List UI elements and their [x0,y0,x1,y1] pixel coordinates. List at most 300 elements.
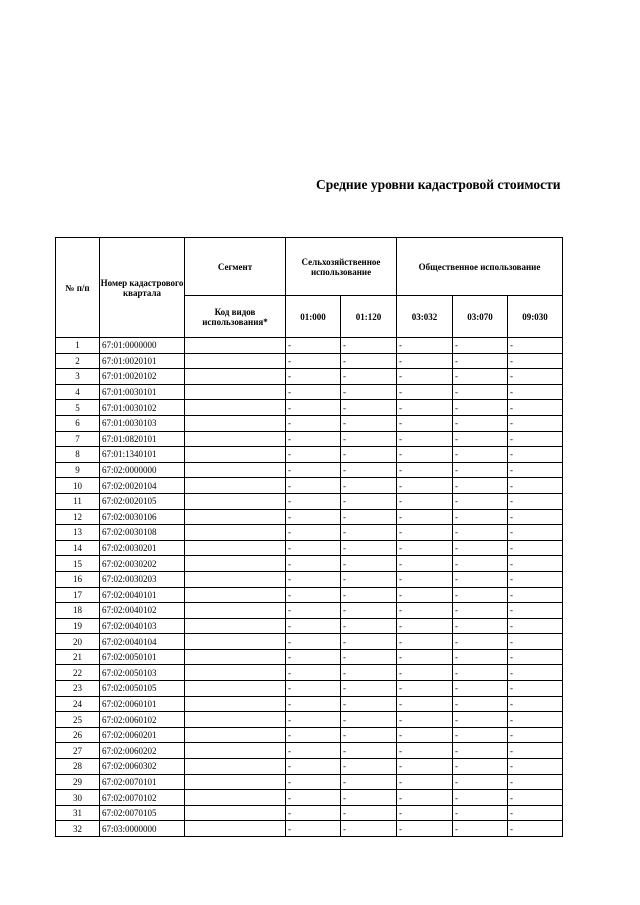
table-row [56,649,563,665]
value-cell: - [397,509,453,525]
value-cell: - [397,587,453,603]
row-number: 26 [56,727,100,743]
row-number: 13 [56,525,100,541]
quarter-number: 67:02:0070101 [100,774,185,790]
value-cell: - [341,805,397,821]
quarter-number: 67:01:0030103 [100,415,185,431]
value-cell: - [397,649,453,665]
value-cell: - [397,493,453,509]
value-cell: - [341,774,397,790]
row-number: 6 [56,415,100,431]
value-cell: - [286,525,341,541]
quarter-number: 67:02:0040103 [100,618,185,634]
value-cell: - [341,369,397,385]
value-cell: - [286,540,341,556]
quarter-number: 67:02:0050103 [100,665,185,681]
value-cell: - [397,353,453,369]
row-number: 14 [56,540,100,556]
quarter-number: 67:02:0060202 [100,743,185,759]
value-cell: - [341,681,397,697]
value-cell: - [453,353,508,369]
value-cell: - [508,338,563,354]
table-row [56,462,563,478]
page-title: Средние уровни кадастровой стоимости [316,177,561,192]
row-number: 16 [56,571,100,587]
quarter-number: 67:02:0030106 [100,509,185,525]
value-cell: - [508,384,563,400]
value-cell: - [508,493,563,509]
value-cell: - [453,540,508,556]
header-segment: Сегмент [185,238,286,296]
header-quarter: Номер кадастрового квартала [100,238,185,338]
value-cell: - [341,478,397,494]
value-cell: - [397,400,453,416]
segment-cell [185,805,286,821]
value-cell: - [341,525,397,541]
row-number: 17 [56,587,100,603]
value-cell: - [453,587,508,603]
value-cell: - [453,774,508,790]
value-cell: - [397,369,453,385]
value-cell: - [341,462,397,478]
row-number: 10 [56,478,100,494]
value-cell: - [286,353,341,369]
table-row [56,727,563,743]
value-cell: - [397,727,453,743]
value-cell: - [397,821,453,837]
value-cell: - [341,649,397,665]
quarter-number: 67:02:0030202 [100,556,185,572]
value-cell: - [453,447,508,463]
segment-cell [185,353,286,369]
quarter-number: 67:02:0050105 [100,681,185,697]
value-cell: - [508,743,563,759]
value-cell: - [508,790,563,806]
value-cell: - [508,400,563,416]
value-cell: - [341,618,397,634]
value-cell: - [508,634,563,650]
segment-cell [185,790,286,806]
table-row [56,665,563,681]
segment-cell [185,587,286,603]
segment-cell [185,478,286,494]
segment-cell [185,634,286,650]
value-cell: - [286,790,341,806]
value-cell: - [397,525,453,541]
table-row [56,790,563,806]
value-cell: - [453,415,508,431]
row-number: 8 [56,447,100,463]
quarter-number: 67:02:0020105 [100,493,185,509]
row-number: 32 [56,821,100,837]
segment-cell [185,338,286,354]
header-code: 01:000 [286,296,341,338]
row-number: 28 [56,759,100,775]
table-row [56,415,563,431]
value-cell: - [341,556,397,572]
value-cell: - [453,805,508,821]
value-cell: - [453,493,508,509]
value-cell: - [397,603,453,619]
value-cell: - [397,618,453,634]
value-cell: - [286,369,341,385]
segment-cell [185,821,286,837]
value-cell: - [397,774,453,790]
value-cell: - [286,384,341,400]
value-cell: - [397,447,453,463]
value-cell: - [397,759,453,775]
table-row [56,759,563,775]
row-number: 4 [56,384,100,400]
row-number: 9 [56,462,100,478]
value-cell: - [286,478,341,494]
value-cell: - [453,400,508,416]
quarter-number: 67:02:0040104 [100,634,185,650]
segment-cell [185,556,286,572]
quarter-number: 67:01:0000000 [100,338,185,354]
value-cell: - [508,571,563,587]
table-row [56,525,563,541]
table-row [56,338,563,354]
value-cell: - [341,431,397,447]
table-row [56,571,563,587]
value-cell: - [286,774,341,790]
row-number: 31 [56,805,100,821]
header-code: 03:032 [397,296,453,338]
segment-cell [185,369,286,385]
value-cell: - [286,556,341,572]
quarter-number: 67:02:0060302 [100,759,185,775]
table-row [56,743,563,759]
row-number: 21 [56,649,100,665]
value-cell: - [341,493,397,509]
value-cell: - [341,353,397,369]
value-cell: - [397,556,453,572]
table-row [56,556,563,572]
header-usecode: Код видов использования* [185,296,286,338]
row-number: 24 [56,696,100,712]
value-cell: - [508,649,563,665]
value-cell: - [286,727,341,743]
table-row [56,712,563,728]
value-cell: - [508,509,563,525]
header-code: 09:030 [508,296,563,338]
row-number: 20 [56,634,100,650]
value-cell: - [397,478,453,494]
quarter-number: 67:01:0820101 [100,431,185,447]
value-cell: - [508,540,563,556]
value-cell: - [453,634,508,650]
value-cell: - [508,805,563,821]
segment-cell [185,603,286,619]
segment-cell [185,462,286,478]
value-cell: - [286,431,341,447]
quarter-number: 67:02:0040101 [100,587,185,603]
value-cell: - [397,462,453,478]
value-cell: - [341,712,397,728]
value-cell: - [286,571,341,587]
header-code: 01:120 [341,296,397,338]
value-cell: - [508,431,563,447]
value-cell: - [453,727,508,743]
row-number: 19 [56,618,100,634]
value-cell: - [286,447,341,463]
quarter-number: 67:02:0050101 [100,649,185,665]
value-cell: - [397,431,453,447]
value-cell: - [286,462,341,478]
segment-cell [185,415,286,431]
value-cell: - [453,384,508,400]
value-cell: - [286,712,341,728]
segment-cell [185,447,286,463]
segment-cell [185,774,286,790]
segment-cell [185,665,286,681]
quarter-number: 67:02:0030108 [100,525,185,541]
value-cell: - [397,338,453,354]
value-cell: - [508,478,563,494]
value-cell: - [341,743,397,759]
value-cell: - [508,369,563,385]
row-number: 7 [56,431,100,447]
value-cell: - [453,478,508,494]
quarter-number: 67:02:0070102 [100,790,185,806]
header-code: 03:070 [453,296,508,338]
value-cell: - [453,571,508,587]
segment-cell [185,712,286,728]
value-cell: - [397,665,453,681]
table-row [56,447,563,463]
value-cell: - [508,525,563,541]
value-cell: - [397,790,453,806]
row-number: 1 [56,338,100,354]
value-cell: - [453,369,508,385]
header-group-agri: Сельхозяйственное использование [286,238,397,296]
value-cell: - [286,493,341,509]
row-number: 5 [56,400,100,416]
row-number: 15 [56,556,100,572]
segment-cell [185,400,286,416]
segment-cell [185,431,286,447]
value-cell: - [508,462,563,478]
quarter-number: 67:02:0040102 [100,603,185,619]
cadastral-value-table [55,237,563,837]
quarter-number: 67:02:0060102 [100,712,185,728]
quarter-number: 67:02:0000000 [100,462,185,478]
value-cell: - [508,774,563,790]
segment-cell [185,759,286,775]
value-cell: - [453,759,508,775]
value-cell: - [453,821,508,837]
value-cell: - [508,587,563,603]
value-cell: - [341,509,397,525]
value-cell: - [397,540,453,556]
quarter-number: 67:02:0020104 [100,478,185,494]
quarter-number: 67:03:0000000 [100,821,185,837]
table-row [56,603,563,619]
value-cell: - [286,681,341,697]
table-row [56,618,563,634]
value-cell: - [508,447,563,463]
value-cell: - [341,384,397,400]
value-cell: - [341,821,397,837]
value-cell: - [508,696,563,712]
segment-cell [185,649,286,665]
value-cell: - [286,634,341,650]
value-cell: - [453,790,508,806]
row-number: 12 [56,509,100,525]
value-cell: - [286,821,341,837]
value-cell: - [453,618,508,634]
row-number: 18 [56,603,100,619]
value-cell: - [397,805,453,821]
value-cell: - [453,338,508,354]
value-cell: - [286,665,341,681]
row-number: 23 [56,681,100,697]
value-cell: - [453,431,508,447]
value-cell: - [397,712,453,728]
table-row [56,681,563,697]
value-cell: - [453,712,508,728]
table-row [56,696,563,712]
quarter-number: 67:02:0060101 [100,696,185,712]
value-cell: - [286,509,341,525]
value-cell: - [397,634,453,650]
value-cell: - [397,743,453,759]
table-row [56,587,563,603]
value-cell: - [397,571,453,587]
value-cell: - [508,665,563,681]
segment-cell [185,540,286,556]
value-cell: - [286,805,341,821]
row-number: 11 [56,493,100,509]
value-cell: - [286,759,341,775]
value-cell: - [453,743,508,759]
quarter-number: 67:02:0030203 [100,571,185,587]
value-cell: - [341,415,397,431]
value-cell: - [286,587,341,603]
value-cell: - [397,415,453,431]
value-cell: - [286,400,341,416]
value-cell: - [453,603,508,619]
quarter-number: 67:01:1340101 [100,447,185,463]
value-cell: - [508,353,563,369]
value-cell: - [341,665,397,681]
value-cell: - [453,556,508,572]
value-cell: - [286,618,341,634]
value-cell: - [508,821,563,837]
table-row [56,384,563,400]
value-cell: - [341,634,397,650]
value-cell: - [341,571,397,587]
segment-cell [185,571,286,587]
value-cell: - [453,462,508,478]
segment-cell [185,618,286,634]
value-cell: - [286,338,341,354]
table-row [56,353,563,369]
value-cell: - [453,649,508,665]
value-cell: - [286,415,341,431]
quarter-number: 67:02:0070105 [100,805,185,821]
value-cell: - [453,525,508,541]
segment-cell [185,727,286,743]
table-row [56,540,563,556]
segment-cell [185,696,286,712]
table-row [56,431,563,447]
value-cell: - [453,509,508,525]
table-row [56,478,563,494]
quarter-number: 67:02:0030201 [100,540,185,556]
value-cell: - [508,712,563,728]
value-cell: - [397,681,453,697]
table-row [56,821,563,837]
row-number: 25 [56,712,100,728]
row-number: 27 [56,743,100,759]
row-number: 30 [56,790,100,806]
value-cell: - [508,727,563,743]
table-row [56,805,563,821]
segment-cell [185,681,286,697]
segment-cell [185,493,286,509]
value-cell: - [286,649,341,665]
header-group-public: Общественное использование [397,238,563,296]
segment-cell [185,743,286,759]
value-cell: - [341,447,397,463]
value-cell: - [341,540,397,556]
value-cell: - [453,696,508,712]
value-cell: - [341,603,397,619]
value-cell: - [508,603,563,619]
row-number: 2 [56,353,100,369]
table-row [56,400,563,416]
row-number: 22 [56,665,100,681]
table-row [56,774,563,790]
value-cell: - [341,696,397,712]
value-cell: - [341,400,397,416]
value-cell: - [508,618,563,634]
table-row [56,493,563,509]
table-row [56,509,563,525]
quarter-number: 67:01:0030102 [100,400,185,416]
value-cell: - [341,587,397,603]
value-cell: - [286,603,341,619]
row-number: 29 [56,774,100,790]
quarter-number: 67:01:0020101 [100,353,185,369]
quarter-number: 67:02:0060201 [100,727,185,743]
value-cell: - [286,743,341,759]
value-cell: - [341,759,397,775]
table-body [56,338,563,837]
table-row [56,634,563,650]
value-cell: - [508,415,563,431]
value-cell: - [397,384,453,400]
value-cell: - [341,727,397,743]
value-cell: - [508,681,563,697]
value-cell: - [341,790,397,806]
table-row [56,369,563,385]
quarter-number: 67:01:0030101 [100,384,185,400]
value-cell: - [341,338,397,354]
header-num: № п/п [56,238,100,338]
value-cell: - [397,696,453,712]
value-cell: - [453,665,508,681]
value-cell: - [508,759,563,775]
value-cell: - [453,681,508,697]
segment-cell [185,509,286,525]
quarter-number: 67:01:0020102 [100,369,185,385]
value-cell: - [286,696,341,712]
segment-cell [185,384,286,400]
segment-cell [185,525,286,541]
